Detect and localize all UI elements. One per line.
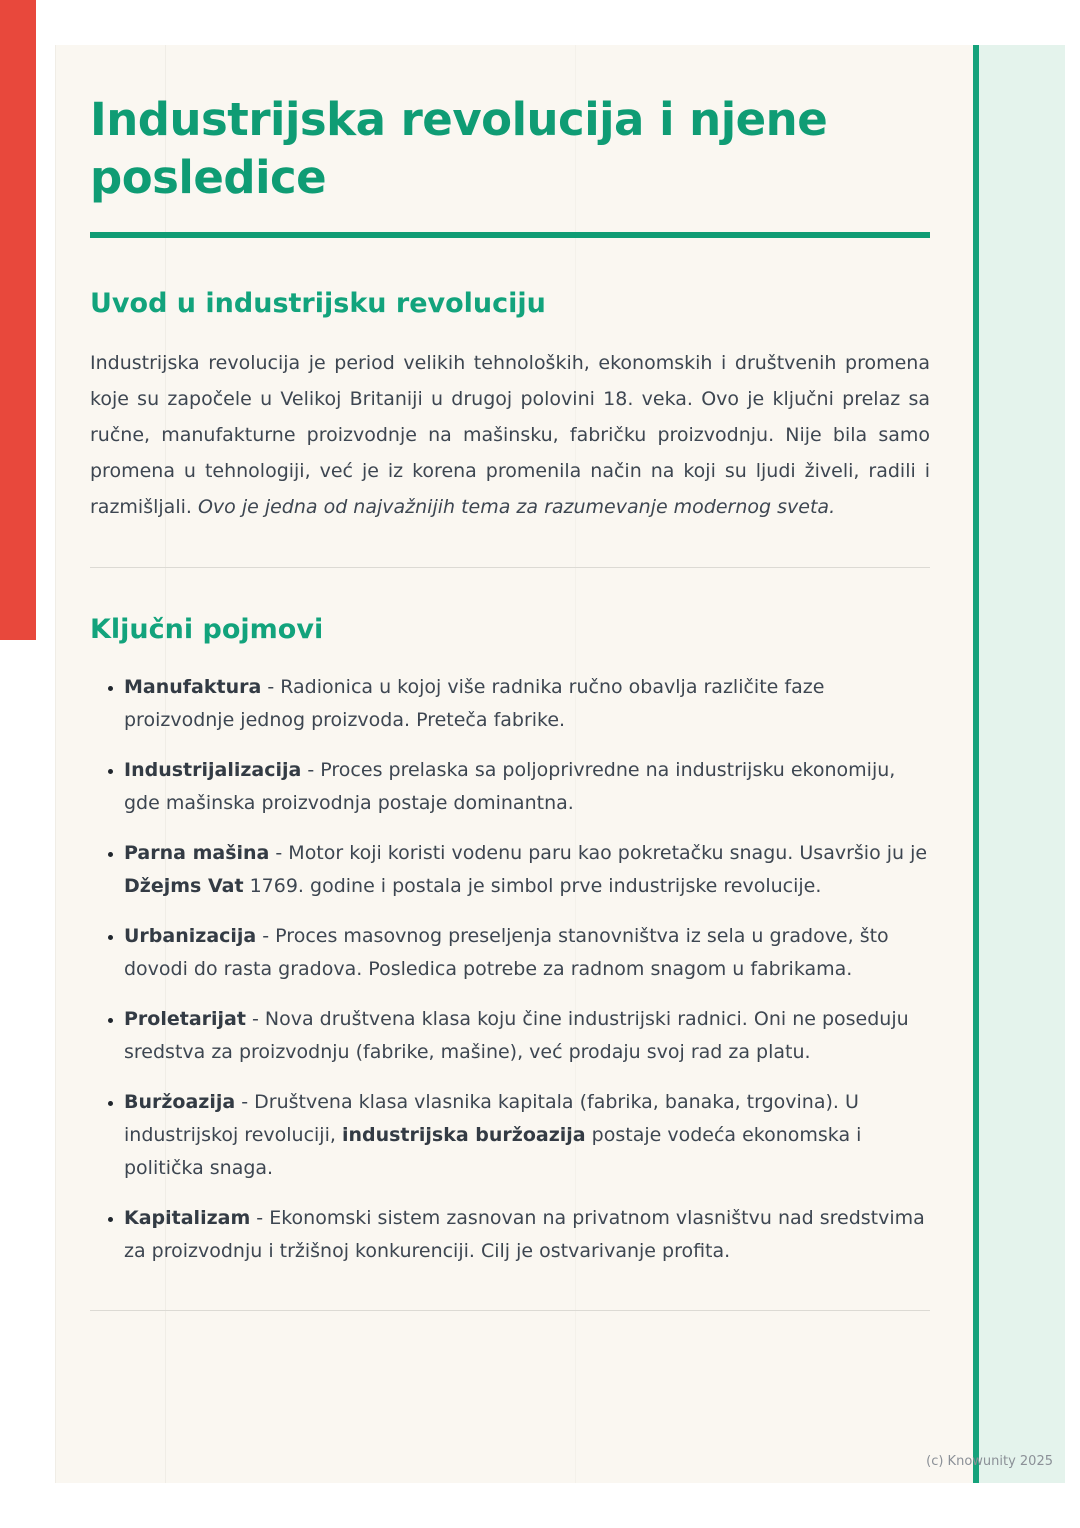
- document-content: [90, 45, 930, 1311]
- list-item-manufaktura: • Manufaktura - Radionica u kojoj više radnika ručno obavlja različite faze proizvodnje jednog proizvoda. Preteča fabrike.: [124, 671, 930, 737]
- page-title: Industrijska revolucija i njene posledice: [90, 93, 828, 204]
- bottom-divider: [90, 1310, 930, 1311]
- section-heading-key-terms: Ključni pojmovi: [90, 614, 324, 646]
- copyright-note: (c) Knowunity 2025: [926, 1454, 1053, 1469]
- section-divider: [90, 567, 930, 568]
- list-item-parna-masina: • Parna mašina - Motor koji koristi vodenu paru kao pokretačku snagu. Usavršio ju je Džejms Vat 1769. godine i postala je simbol prve industrijske revolucije.: [124, 837, 930, 903]
- right-green-panel: [979, 45, 1065, 1483]
- right-accent-line: [973, 45, 979, 1483]
- red-edge-strip: [0, 0, 36, 640]
- ruled-line: [55, 45, 56, 1483]
- list-item-kapitalizam: • Kapitalizam - Ekonomski sistem zasnovan na privatnom vlasništvu nad sredstvima za proizvodnju i tržišnoj konkurenciji. Cilj je ostvarivanje profita.: [124, 1202, 930, 1268]
- list-item-burzoazija: • Buržoazija - Društvena klasa vlasnika kapitala (fabrika, banaka, trgovina). U industrijskoj revoluciji, industrijska buržoazija postaje vodeća ekonomska i politička snaga.: [124, 1086, 930, 1185]
- key-terms-list: [90, 671, 930, 1268]
- title-underline-rule: [90, 232, 930, 238]
- section-heading-intro: Uvod u industrijsku revoluciju: [90, 288, 546, 320]
- list-item-industrijalizacija: • Industrijalizacija - Proces prelaska sa poljoprivredne na industrijsku ekonomiju, gde mašinska proizvodnja postaje dominantna.: [124, 754, 930, 820]
- intro-paragraph: Industrijska revolucija je period velikih tehnoloških, ekonomskih i društvenih promena koje su započele u Velikoj Britaniji u drugoj polovini 18. veka. Ovo je ključni prelaz sa ručne, manufakturne proizvodnje na mašinsku, fabričku proizvodnju. Nije bila samo promena u tehnologiji, već je iz korena promenila način na koji su ljudi živeli, radili i razmišljali. Ovo je jedna od najvažnijih tema za razumevanje modernog sveta.: [90, 352, 930, 519]
- list-item-proletarijat: • Proletarijat - Nova društvena klasa koju čine industrijski radnici. Oni ne poseduju sredstva za proizvodnju (fabrike, mašine), već prodaju svoj rad za platu.: [124, 1003, 930, 1069]
- paper-sheet: [55, 45, 1065, 1483]
- list-item-urbanizacija: • Urbanizacija - Proces masovnog preseljenja stanovništva iz sela u gradove, što dovodi do rasta gradova. Posledica potrebe za radnom snagom u fabrikama.: [124, 920, 930, 986]
